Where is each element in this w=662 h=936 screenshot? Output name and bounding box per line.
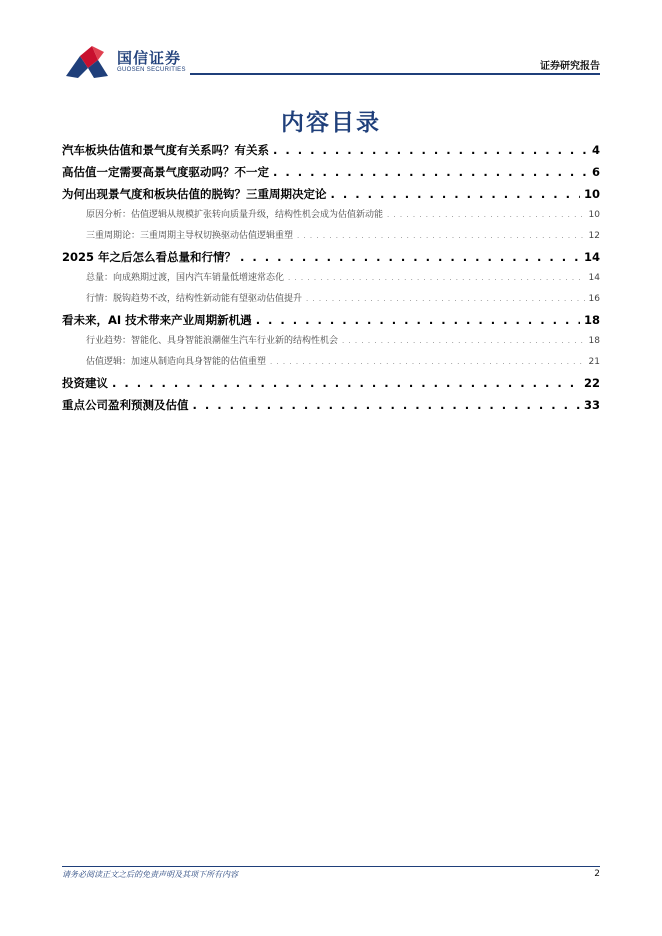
toc-entry-page: 12 (588, 230, 600, 241)
toc-leader-dots (273, 161, 588, 183)
toc-entry-label: 投资建议 (62, 376, 108, 390)
toc-entry-level1[interactable] (62, 394, 600, 416)
toc-leader-dots (331, 183, 580, 205)
toc-entry-level1[interactable] (62, 372, 600, 394)
header-divider (190, 73, 600, 75)
toc-entry-label: 为何出现景气度和板块估值的脱钩？三重周期决定论 (62, 187, 327, 201)
toc-entry-page: 10 (583, 187, 600, 201)
brand-name-cn: 国信证券 (117, 49, 182, 67)
toc-entry-page: 4 (591, 143, 600, 157)
toc-entry-page: 16 (588, 293, 600, 304)
toc-entry-label: 估值逻辑：加速从制造向具身智能的估值重塑 (86, 356, 267, 367)
toc-title: 内容目录 (281, 110, 381, 136)
toc-leader-dots (297, 226, 585, 247)
toc-leader-dots (273, 139, 588, 161)
toc-entry-page: 22 (583, 376, 600, 390)
toc-entry-page: 14 (588, 273, 600, 283)
toc-entry-page: 6 (591, 165, 600, 179)
toc-leader-dots (256, 309, 580, 331)
page-number: 2 (594, 869, 600, 879)
toc-leader-dots (270, 352, 585, 373)
toc-entry-label: 行情：脱钩趋势不改，结构性新动能有望驱动估值提升 (86, 293, 303, 304)
toc-entry-page: 10 (588, 210, 600, 220)
toc-entry-page: 21 (588, 356, 600, 367)
toc-entry-page: 14 (583, 250, 600, 264)
toc-entry-level1[interactable] (62, 246, 600, 268)
toc-leader-dots (193, 394, 580, 416)
toc-entry-level1[interactable] (62, 139, 600, 161)
toc-leader-dots (288, 268, 585, 289)
toc-leader-dots (342, 331, 585, 352)
toc-entry-label: 高估值一定需要高景气度驱动吗？不一定 (62, 165, 269, 179)
toc-entry-label: 汽车板块估值和景气度有关系吗？有关系 (62, 143, 269, 157)
toc-entry-level2[interactable] (62, 289, 600, 310)
toc-leader-dots (306, 289, 585, 310)
toc-entry-label: 原因分析：估值逻辑从规模扩张转向质量升级，结构性机会成为估值新动能 (86, 210, 384, 220)
toc-leader-dots (240, 246, 580, 268)
footer-disclaimer: 请务必阅读正文之后的免责声明及其项下所有内容 (62, 870, 238, 879)
toc-entry-page: 18 (588, 336, 600, 346)
table-of-contents (62, 139, 600, 416)
toc-entry-level2[interactable] (62, 205, 600, 226)
toc-entry-label: 看未来，AI 技术带来产业周期新机遇 (62, 313, 252, 327)
toc-entry-page: 18 (583, 313, 600, 327)
toc-entry-label: 2025 年之后怎么看总量和行情？ (62, 250, 237, 264)
toc-leader-dots (387, 205, 585, 226)
guosen-logo-icon (64, 46, 110, 80)
toc-entry-level2[interactable] (62, 268, 600, 289)
footer-divider (62, 866, 600, 867)
toc-entry-label: 三重周期论：三重周期主导权切换驱动估值逻辑重塑 (86, 230, 294, 241)
toc-entry-level1[interactable] (62, 183, 600, 205)
toc-entry-level1[interactable] (62, 161, 600, 183)
toc-entry-level2[interactable] (62, 331, 600, 352)
page-header (0, 0, 662, 80)
toc-entry-label: 重点公司盈利预测及估值 (62, 398, 189, 412)
toc-entry-level2[interactable] (62, 352, 600, 373)
toc-entry-level1[interactable] (62, 309, 600, 331)
toc-entry-label: 总量：向成熟期过渡，国内汽车销量低增速常态化 (86, 273, 285, 283)
report-type-label: 证券研究报告 (540, 61, 600, 72)
toc-leader-dots (112, 372, 580, 394)
toc-entry-level2[interactable] (62, 226, 600, 247)
brand-name-en: GUOSEN SECURITIES (117, 67, 186, 73)
toc-entry-label: 行业趋势：智能化、具身智能浪潮催生汽车行业新的结构性机会 (86, 336, 339, 346)
toc-entry-page: 33 (583, 398, 600, 412)
